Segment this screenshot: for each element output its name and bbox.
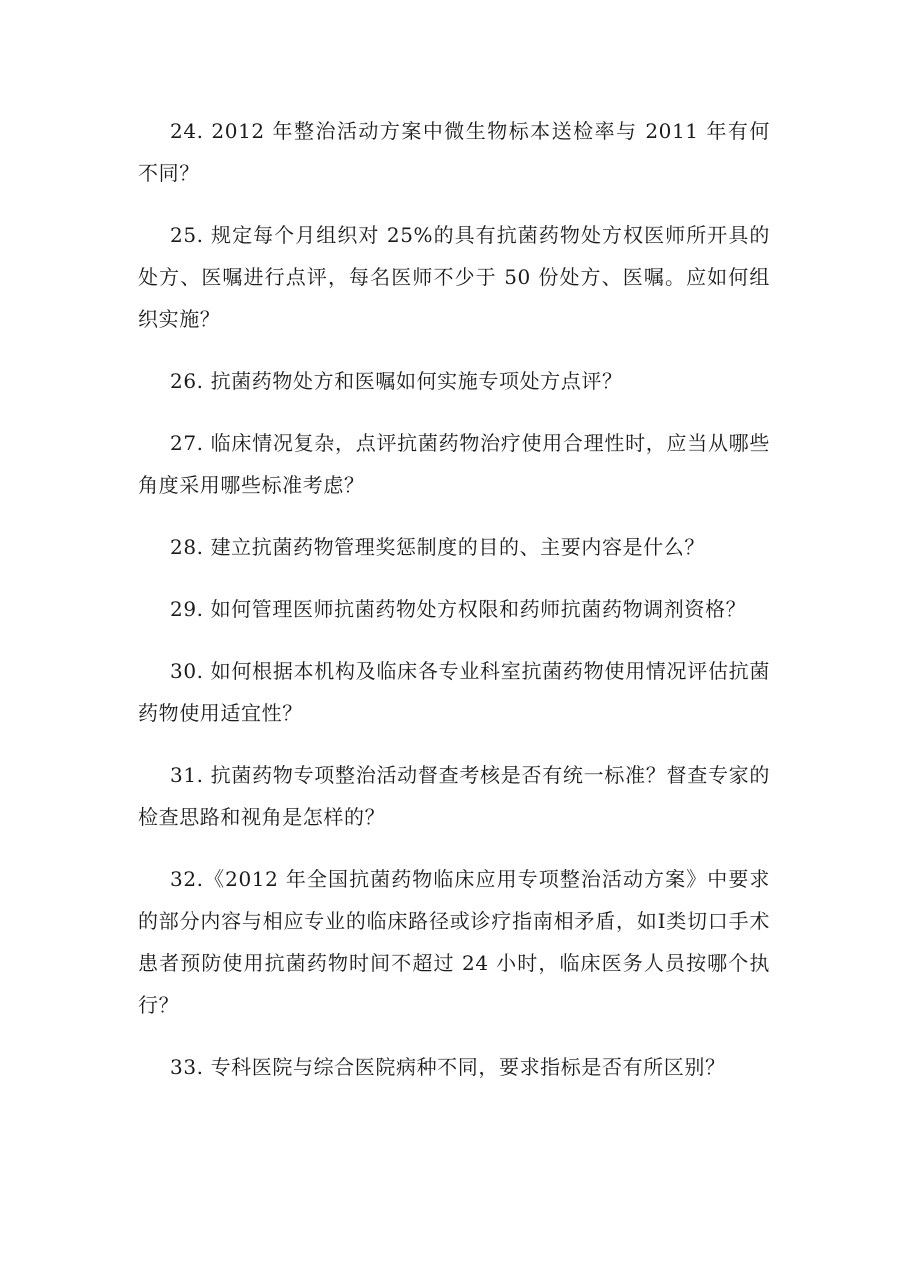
question-28: 28. 建立抗菌药物管理奖惩制度的目的、主要内容是什么？ [170,535,705,559]
question-27: 27. 临床情况复杂，点评抗菌药物治疗使用合理性时，应当从哪些角度采用哪些标准考虑？ [138,431,770,497]
question-29: 29. 如何管理医师抗菌药物处方权限和药师抗菌药物调剂资格？ [170,597,747,621]
question-33: 33. 专科医院与综合医院病种不同，要求指标是否有所区别？ [170,1055,726,1079]
question-26: 26. 抗菌药物处方和医嘱如何实施专项处方点评？ [170,369,623,393]
question-31: 31. 抗菌药物专项整治活动督查考核是否有统一标准？督查专家的检查思路和视角是怎样的？ [138,763,770,829]
question-30: 30. 如何根据本机构及临床各专业科室抗菌药物使用情况评估抗菌药物使用适宜性？ [138,659,770,725]
question-list [138,110,770,1108]
question-25: 25. 规定每个月组织对 25%的具有抗菌药物处方权医师所开具的处方、医嘱进行点评，每名医师不少于 50 份处方、医嘱。应如何组织实施？ [138,223,770,331]
question-24: 24. 2012 年整治活动方案中微生物标本送检率与 2011 年有何不同？ [138,119,770,185]
question-32: 32.《2012 年全国抗菌药物临床应用专项整治活动方案》中要求的部分内容与相应专业的临床路径或诊疗指南相矛盾，如Ⅰ类切口手术患者预防使用抗菌药物时间不超过 24 小时，临床医务人员按哪个执行？ [138,867,770,1017]
